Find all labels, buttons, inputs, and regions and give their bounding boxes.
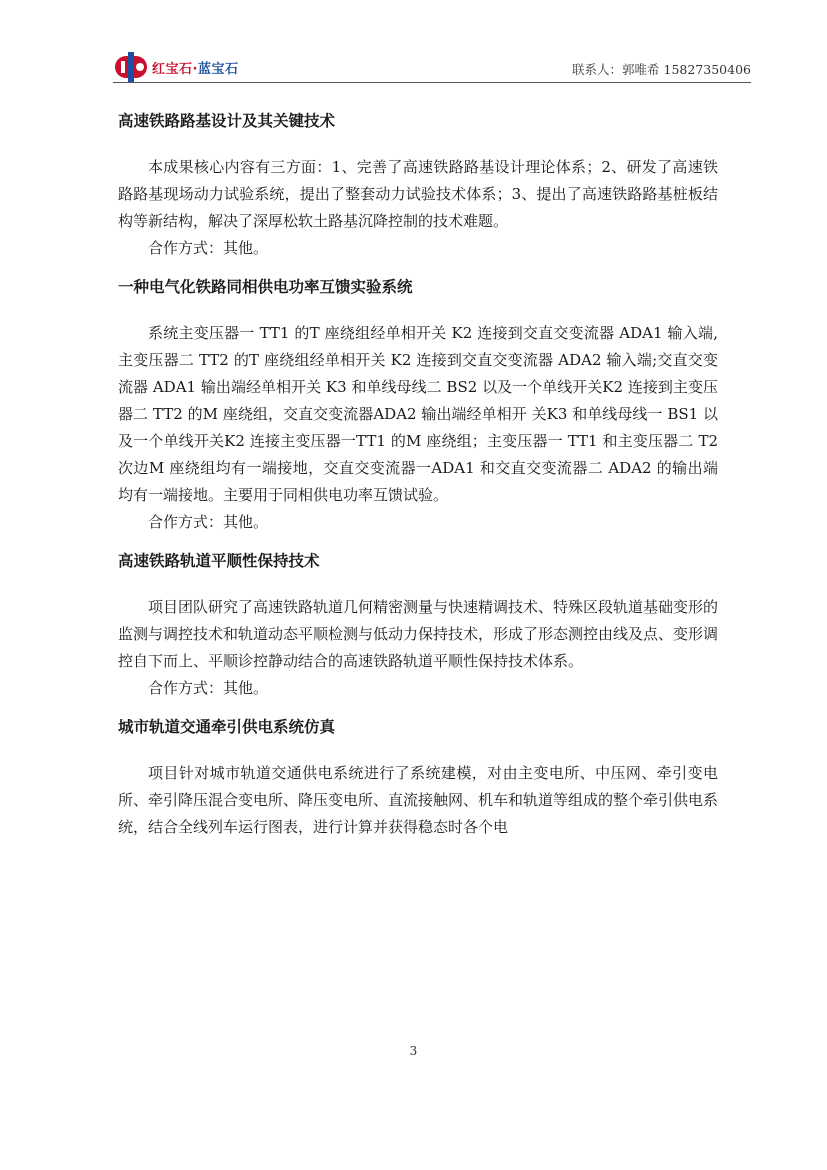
logo-text (152, 58, 238, 77)
cooperation-note: 合作方式：其他。 (148, 513, 269, 531)
section-title: 一种电气化铁路同相供电功率互馈实验系统 (118, 278, 413, 296)
section-paragraph: 本成果核心内容有三方面：1、完善了高速铁路路基设计理论体系；2、研发了高速铁路路基现场动力试验系统，提出了整套动力试验技术体系；3、提出了高速铁路路基桩板结构等新结构，解决了深厚松软土路基沉降控制的技术难题。 (118, 158, 718, 230)
contact-info: 联系人：郭唯希 15827350406 (572, 62, 751, 77)
page-number: 3 (409, 1044, 418, 1058)
header-divider (113, 82, 751, 83)
logo-dot: · (192, 61, 198, 77)
section-title: 高速铁路轨道平顺性保持技术 (118, 552, 320, 570)
company-logo (113, 52, 238, 82)
logo-text-blue: 蓝宝石 (197, 61, 239, 77)
page-header (113, 52, 751, 82)
section-title: 高速铁路路基设计及其关键技术 (118, 112, 336, 130)
section-track-smoothness (118, 550, 718, 702)
section-roadbed-design (118, 110, 718, 262)
logo-icon (113, 52, 149, 82)
section-power-feedback (118, 276, 718, 536)
cooperation-note: 合作方式：其他。 (148, 679, 269, 697)
logo-text-red: 红宝石 (152, 61, 193, 77)
cooperation-note: 合作方式：其他。 (148, 239, 269, 257)
section-traction-simulation (118, 716, 718, 841)
document-body (118, 96, 718, 841)
section-paragraph: 项目团队研究了高速铁路轨道几何精密测量与快速精调技术、特殊区段轨道基础变形的监测与调控技术和轨道动态平顺检测与低动力保持技术，形成了形态测控由线及点、变形调控自下而上、平顺诊控静动结合的高速铁路轨道平顺性保持技术体系。 (118, 598, 719, 670)
section-paragraph: 项目针对城市轨道交通供电系统进行了系统建模，对由主变电所、中压网、牵引变电所、牵引降压混合变电所、降压变电所、直流接触网、机车和轨道等组成的整个牵引供电系统，结合全线列车运行图表，进行计算并获得稳态时各个电 (118, 764, 719, 836)
section-paragraph: 系统主变压器一 TT1 的T 座绕组经单相开关 K2 连接到交直交变流器 ADA1 输入端,主变压器二 TT2 的T 座绕组经单相开关 K2 连接到交直交变流器 ADA2 输入端;交直交变流器 ADA1 输出端经单相开关 K3 和单线母线二 BS2 以及一个单线开关K2 连接到主变压器二 TT2 的M 座绕组，交直交变流器ADA2 输出端经单相开 关K3 和单线母线一 BS1 以及一个单线开关K2 连接主变压器一TT1 的M 座绕组；主变压器一 TT1 和主变压器二 T2 次边M 座绕组均有一端接地，交直交变流器一ADA1 和交直交变流器二 ADA2 的输出端均有一端接地。主要用于同相供电功率互馈试验。 (118, 324, 718, 504)
section-title: 城市轨道交通牵引供电系统仿真 (118, 718, 336, 736)
